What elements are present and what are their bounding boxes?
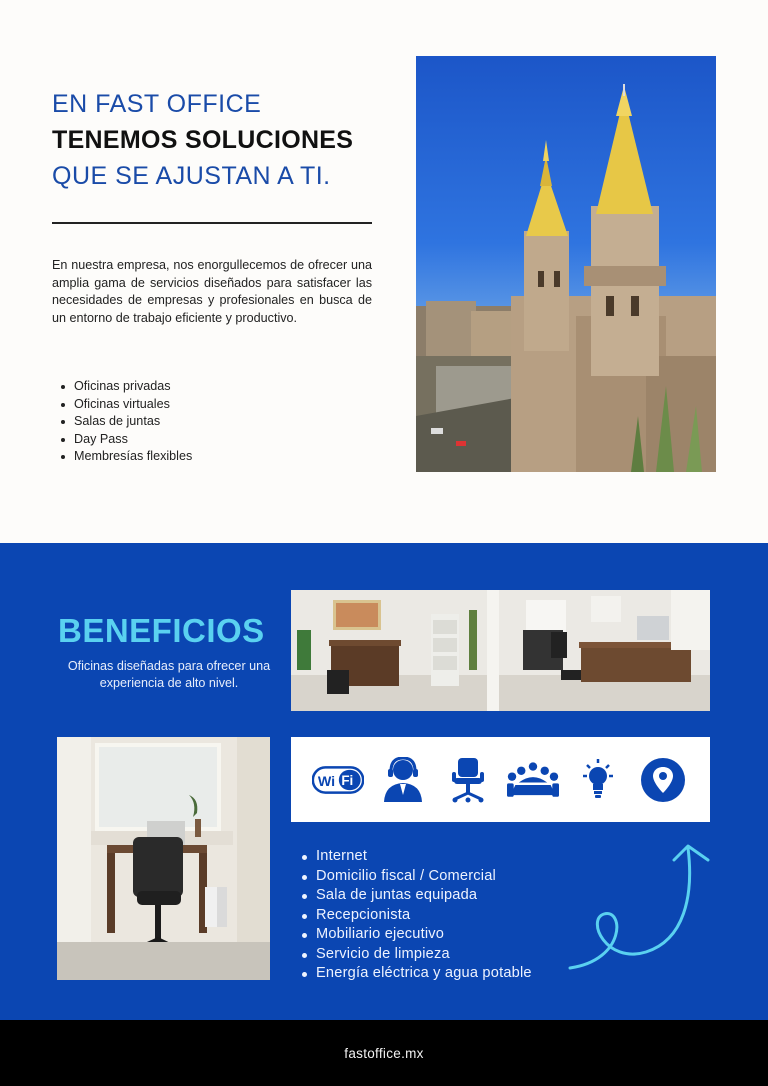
benefits-list bbox=[299, 847, 532, 984]
list-item: Internet bbox=[299, 847, 532, 867]
footer bbox=[0, 1020, 768, 1086]
headline-line-3: QUE SE AJUSTAN A TI. bbox=[52, 162, 331, 190]
receptionist-icon bbox=[377, 754, 429, 806]
amenities-icon-bar bbox=[291, 737, 710, 822]
divider bbox=[52, 222, 372, 224]
list-item: Membresías flexibles bbox=[52, 448, 192, 466]
cathedral-photo bbox=[416, 56, 716, 472]
benefits-title: BENEFICIOS bbox=[58, 612, 265, 649]
services-list bbox=[52, 378, 192, 466]
intro-paragraph: En nuestra empresa, nos enorgullecemos de ofrecer una amplia gama de servicios diseñados para satisfacer las necesidades de empresas y profesionales en busca de un entorno de trabajo eficiente y productivo. bbox=[52, 258, 372, 325]
wifi-label-left: Wi bbox=[317, 773, 335, 790]
list-item: Salas de juntas bbox=[52, 413, 192, 431]
list-item: Energía eléctrica y agua potable bbox=[299, 964, 532, 984]
footer-url[interactable]: fastoffice.mx bbox=[344, 1045, 424, 1061]
list-item: Domicilio fiscal / Comercial bbox=[299, 867, 532, 887]
list-item: Day Pass bbox=[52, 431, 192, 449]
list-item: Sala de juntas equipada bbox=[299, 886, 532, 906]
list-item: Servicio de limpieza bbox=[299, 945, 532, 965]
lightbulb-icon bbox=[572, 754, 624, 806]
list-item: Oficinas virtuales bbox=[52, 396, 192, 414]
list-item: Oficinas privadas bbox=[52, 378, 192, 396]
office-photo bbox=[291, 590, 710, 711]
desk-photo bbox=[57, 737, 270, 980]
curved-arrow-icon bbox=[566, 836, 716, 976]
wifi-icon bbox=[312, 754, 364, 806]
location-pin-icon bbox=[637, 754, 689, 806]
office-chair-icon bbox=[442, 754, 494, 806]
wifi-label-right: Fi bbox=[340, 772, 353, 788]
headline-line-2: TENEMOS SOLUCIONES bbox=[52, 126, 354, 154]
headline-line-1: EN FAST OFFICE bbox=[52, 90, 262, 118]
benefits-subtitle: Oficinas diseñadas para ofrecer una experiencia de alto nivel. bbox=[67, 659, 271, 690]
headline bbox=[52, 86, 382, 194]
meeting-room-icon bbox=[507, 754, 559, 806]
list-item: Recepcionista bbox=[299, 906, 532, 926]
list-item: Mobiliario ejecutivo bbox=[299, 925, 532, 945]
